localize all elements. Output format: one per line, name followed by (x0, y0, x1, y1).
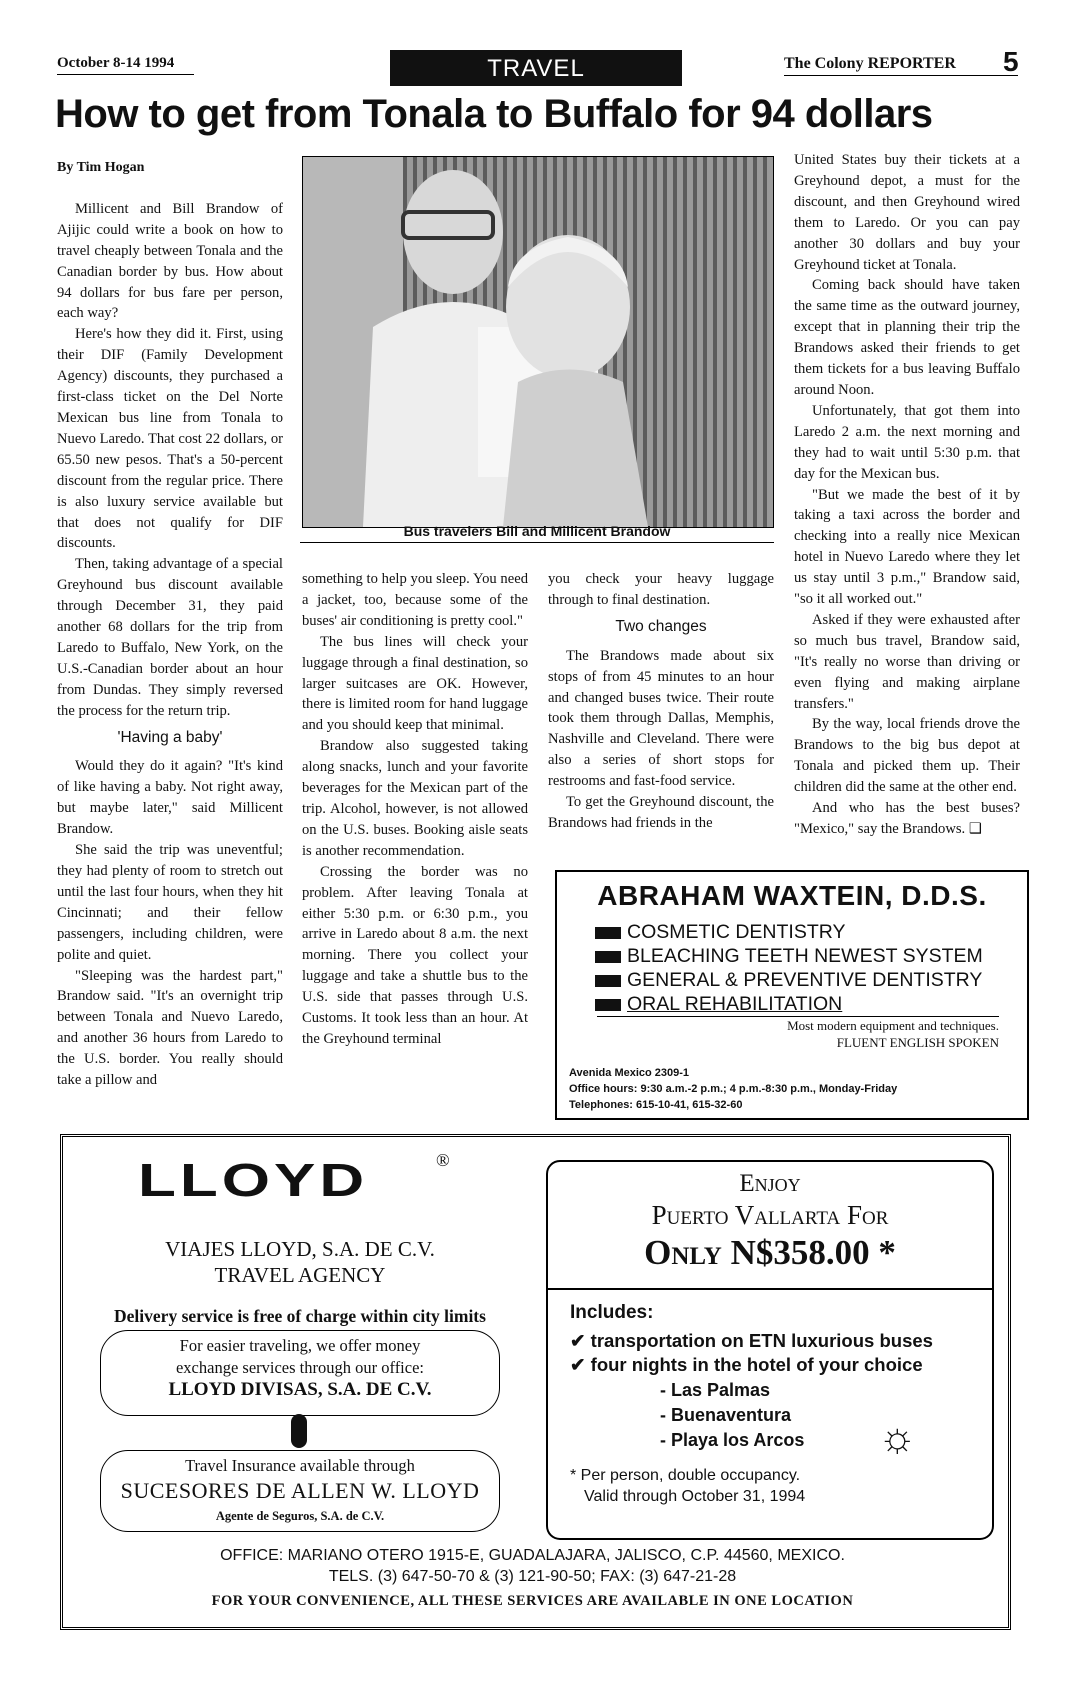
checkmark-icon: ✔ (570, 1330, 591, 1351)
ad-waxtein-note-equipment: Most modern equipment and techniques. (597, 1016, 999, 1034)
paragraph: something to help you sleep. You need a jacket, too, because some of the buses' air conditioning is pretty cool." (302, 571, 528, 629)
paragraph: Asked if they were exhausted after so much bus travel, Brandow said, "It's really no worse than driving or even flying and making airplane transfers." (794, 611, 1020, 712)
ad-waxtein-address: Avenida Mexico 2309-1 Office hours: 9:30 a.m.-2 p.m.; 4 p.m.-8:30 p.m., Monday-Friday Telephones: 615-10-41, 615-32-60 (569, 1067, 898, 1111)
byline: By Tim Hogan (57, 160, 145, 175)
service-item: COSMETIC DENTISTRY (595, 920, 1027, 944)
paragraph: By the way, local friends drove the Brandows to the big bus depot at Tonala and picked them up. Their children did the same at the other end. (794, 716, 1020, 796)
includes-box: Includes: ✔ transportation on ETN luxurious buses ✔ four nights in the hotel of your choice - Las Palmas - Buenaventura - Playa los Arcos ☼ * Per person, double occupancy. Valid through October 31, 1994 (546, 1288, 994, 1540)
paragraph: Would they do it again? "It's kind of like having a baby. Not right away, but maybe later," said Millicent Brandow. (57, 758, 283, 838)
service-item: GENERAL & PREVENTIVE DENTISTRY (595, 968, 1027, 992)
ad-waxtein-title: ABRAHAM WAXTEIN, D.D.S. (597, 880, 987, 911)
lloyd-insurance-box: Travel Insurance available through SUCESORES DE ALLEN W. LLOYD Agente de Seguros, S.A. de C.V. (100, 1450, 500, 1532)
paragraph: "But we made the best of it by taking a taxi across the border and checking into a really nice Mexican hotel in Nuevo Laredo where they let us stay until 3 p.m.," Brandow said, "so it all worked out." (794, 486, 1020, 608)
lloyd-logo: LLOYD (138, 1154, 369, 1207)
paragraph: "Sleeping was the hardest part," Brandow said. "It's an overnight trip between Tonala and Nuevo Laredo, and another 36 hours from Laredo to the U.S. border. You really should take a pillow and (57, 967, 283, 1089)
paragraph: The Brandows made about six stops of from 45 minutes to an hour and changed buses twice. Their route took them through Dallas, Memphis, Nashville and Cleveland. There were also a series of short stops for restrooms and fast-food service. (548, 647, 774, 790)
service-item: ORAL REHABILITATION (595, 992, 1027, 1016)
include-transport: ✔ transportation on ETN luxurious buses (570, 1330, 933, 1351)
bullet-square-icon (595, 975, 621, 987)
include-hotel: ✔ four nights in the hotel of your choice (570, 1354, 923, 1375)
paragraph: Millicent and Bill Brandow of Ajijic could write a book on how to travel cheaply between Tonala and the Canadian border by bus. How about 94 dollars for bus fare per person, each way? (57, 200, 283, 322)
article-col-1 (57, 158, 283, 1091)
photo-image (303, 157, 773, 527)
bullet-square-icon (595, 927, 621, 939)
services-list (595, 920, 1027, 1016)
paragraph: Then, taking advantage of a special Greyhound bus discount available through December 31, they paid another 68 dollars for the trip from Laredo to Buffalo, New York, on the U.S.-Canadian border about an hour from Dundas. They simply reversed the process for the return trip. (57, 556, 283, 719)
headline: How to get from Tonala to Buffalo for 94 dollars (55, 92, 933, 136)
article-col-4 (794, 150, 1020, 840)
service-item: BLEACHING TEETH NEWEST SYSTEM (595, 944, 1027, 968)
checkmark-icon: ✔ (570, 1354, 591, 1375)
ad-waxtein-note-english: FLUENT ENGLISH SPOKEN (836, 1035, 999, 1050)
paragraph: Crossing the border was no problem. After leaving Tonala at either 5:30 p.m. or 6:30 p.m., you arrive in Laredo about 8 a.m. the next morning. There you collect your luggage and take a shuttle bus to the U.S. side that passes through U.S. Customs. It took less than an hour. At the Greyhound terminal (302, 863, 528, 1047)
fine-print: * Per person, double occupancy. Valid through October 31, 1994 (570, 1467, 806, 1505)
sun-icon: ☼ (878, 1413, 917, 1460)
paragraph: Coming back should have taken the same time as the outward journey, except that in planning their trip the Brandows asked their friends to get them tickets for a bus leaving Buffalo around Noon. (794, 277, 1020, 398)
bullet-square-icon (595, 999, 621, 1011)
lloyd-divisas-box: For easier traveling, we offer money exchange services through our office: LLOYD DIVISAS, S.A. DE C.V. (100, 1330, 500, 1416)
lloyd-office: OFFICE: MARIANO OTERO 1915-E, GUADALAJARA, JALISCO, C.P. 44560, MEXICO. TELS. (3) 647-50-70 & (3) 121-90-50; FAX: (3) 647-21-28 (220, 1547, 845, 1585)
lloyd-footer: FOR YOUR CONVENIENCE, ALL THESE SERVICES ARE AVAILABLE IN ONE LOCATION (211, 1593, 854, 1609)
photo-brandows (302, 156, 774, 528)
lloyd-delivery: Delivery service is free of charge within city limits (114, 1306, 486, 1326)
lloyd-name: VIAJES LLOYD, S.A. DE C.V. TRAVEL AGENCY (165, 1237, 435, 1287)
paper-name: The Colony REPORTER (784, 55, 1018, 76)
paragraph: you check your heavy luggage through to final destination. (548, 571, 774, 608)
paragraph: United States buy their tickets at a Greyhound depot, a must for the discount, and then Greyhound wired them to Laredo. Or you can pay another 30 dollars and buy your Greyhound ticket at Tonala. (794, 152, 1020, 273)
enjoy-vallarta-box: Enjoy Puerto Vallarta For Only N$358.00 * (546, 1160, 994, 1290)
connector-pin-icon (291, 1414, 307, 1448)
photo-caption: Bus travelers Bill and Millicent Brandow (300, 523, 774, 543)
paragraph: To get the Greyhound discount, the Brandows had friends in the (548, 794, 774, 831)
paragraph: Brandow also suggested taking along snacks, lunch and your favorite beverages for the Mexican part of the trip. Alcohol, however, is not allowed on the U.S. buses. Booking aisle seats is another recommendation. (302, 738, 528, 859)
issue-date: October 8-14 1994 (57, 55, 194, 75)
subhead-having-a-baby: 'Having a baby' (117, 728, 223, 746)
paragraph: The bus lines will check your luggage through a final destination, so larger suitcases are OK. However, there is limited room for hand luggage and you should keep that minimal. (302, 633, 528, 734)
paragraph: Unfortunately, that got them into Laredo 2 a.m. the next morning and they had to wait until 5:30 p.m. that day for the Mexican bus. (794, 402, 1020, 482)
paragraph: She said the trip was uneventful; they had plenty of room to stretch out until the last four hours, when they hit Cincinnati; and their fellow passengers, including children, were polite and quiet. (57, 842, 283, 963)
page-number: 5 (1003, 46, 1019, 77)
subhead-two-changes: Two changes (615, 617, 707, 635)
article-col-2 (302, 569, 528, 1050)
paragraph: And who has the best buses? "Mexico," say the Brandows. ❑ (794, 800, 1020, 837)
registered-mark: ® (436, 1150, 450, 1170)
bullet-square-icon (595, 951, 621, 963)
hotel-list: - Las Palmas - Buenaventura - Playa los Arcos (660, 1380, 805, 1450)
ad-waxtein (555, 870, 1029, 1120)
paragraph: Here's how they did it. First, using their DIF (Family Development Agency) discounts, they purchased a first-class ticket on the Del Norte Mexican bus line from Tonala to Nuevo Laredo. That cost 22 dollars, or 65.50 new pesos. That's a 50-percent discount from the regular price. There is also luxury service available but that does not qualify for DIF discounts. (57, 326, 283, 552)
section-title: TRAVEL (390, 50, 682, 86)
article-col-3 (548, 569, 774, 834)
